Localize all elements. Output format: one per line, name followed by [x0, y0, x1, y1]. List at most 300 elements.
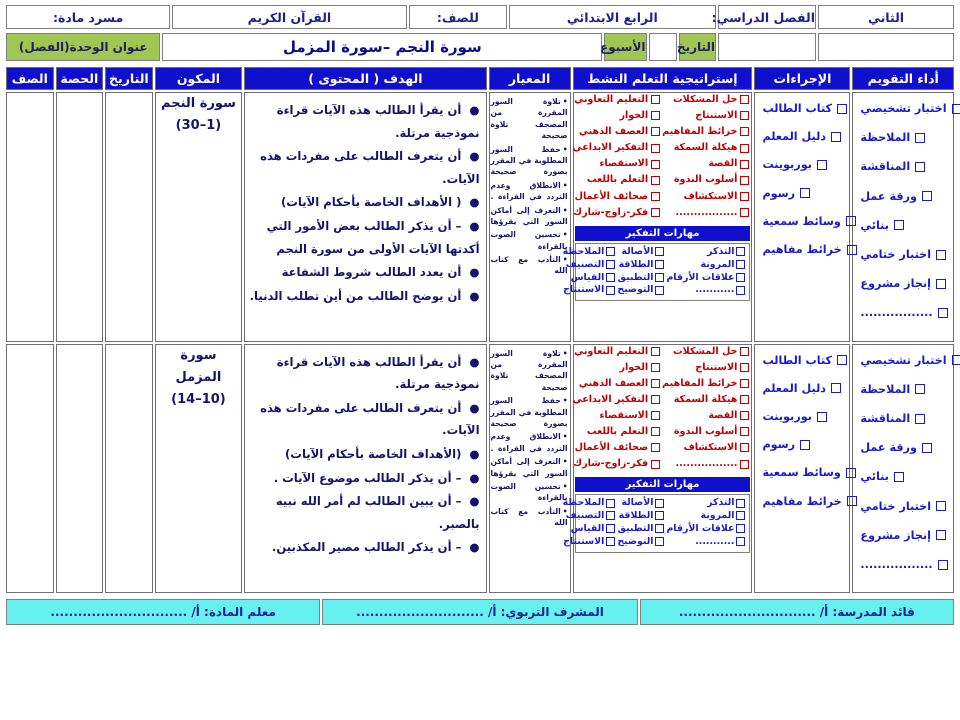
thinking-item-left-r0-2[interactable] — [666, 273, 745, 282]
strategy-item-left-r1-1[interactable] — [662, 363, 749, 373]
thinking-item-left-r1-0[interactable] — [666, 498, 745, 507]
criteria-cell — [489, 92, 571, 342]
checkbox-label: خرائط المفاهيم — [662, 126, 738, 138]
checkbox-label: الطلاقة — [618, 258, 654, 270]
strategy-item-left-r0-7[interactable] — [662, 208, 749, 218]
period-cell[interactable] — [56, 344, 104, 594]
thinking-item-left-r1-3[interactable] — [666, 537, 745, 546]
checkbox-label: رسوم — [762, 438, 796, 452]
checkbox-icon[interactable] — [736, 524, 745, 533]
checkbox-icon[interactable] — [736, 537, 745, 546]
checkbox-icon[interactable] — [740, 208, 749, 217]
strategy-item-right-r0-5[interactable] — [572, 175, 660, 185]
checkbox-icon[interactable] — [655, 511, 664, 520]
checkbox-label: التصنيف — [565, 258, 605, 270]
thinking-item-left-r0-3[interactable] — [666, 285, 745, 294]
checkbox-icon[interactable] — [736, 260, 745, 269]
bullet-icon: ● — [469, 265, 480, 280]
bullet-icon: ● — [469, 447, 480, 461]
table-header-row — [6, 67, 954, 90]
procedures-cell — [754, 344, 850, 594]
strategy-item-left-r0-3[interactable] — [662, 143, 749, 153]
procedure-item-r1-5[interactable] — [762, 496, 842, 507]
thinking-item-mid-r1-2[interactable] — [617, 524, 664, 533]
checkbox-label: ورقة عمل — [860, 189, 917, 203]
assessment-item-r0-3[interactable] — [860, 191, 946, 202]
criteria-item-0: • تلاوة السور المقررة من المصحف تلاوة صحيحة — [491, 348, 568, 394]
thinking-item-left-r1-1[interactable] — [666, 511, 745, 520]
class-cell[interactable] — [6, 92, 54, 342]
strategy-item-left-r0-2[interactable] — [662, 127, 749, 137]
procedure-item-r1-4[interactable] — [762, 467, 842, 478]
thinking-item-mid-r0-1[interactable] — [617, 260, 664, 269]
criteria-item-5: • التأدب مع كتاب الله — [491, 254, 568, 277]
objective-item-1: ● أن يتعرف الطالب على مفردات هذه الآيات. — [260, 149, 480, 186]
strategy-item-right-r0-7[interactable] — [572, 208, 660, 218]
assessment-item-r1-7[interactable] — [860, 559, 946, 570]
checkbox-icon[interactable] — [938, 560, 948, 570]
thinking-item-right-r1-0[interactable] — [563, 498, 616, 507]
teacher-field[interactable]: معلم المادة: أ/ .............................. — [6, 599, 320, 625]
checkbox-icon[interactable] — [651, 160, 660, 169]
checkbox-label: دليل المعلم — [762, 381, 827, 395]
thinking-skills-header: مهارات التفكير — [575, 477, 751, 492]
bullet-icon: ● — [469, 288, 480, 303]
checkbox-label: ................. — [860, 306, 933, 320]
thinking-column-left — [666, 247, 745, 299]
checkbox-icon[interactable] — [817, 412, 827, 422]
checkbox-icon[interactable] — [740, 144, 749, 153]
supervisor-field[interactable]: المشرف التربوي: أ/ ............................ — [322, 599, 637, 625]
checkbox-icon[interactable] — [651, 379, 660, 388]
strategy-item-right-r1-0[interactable] — [572, 347, 660, 357]
strategy-item-right-r1-4[interactable] — [572, 411, 660, 421]
checkbox-icon[interactable] — [915, 384, 925, 394]
checkbox-label: التذكر — [707, 245, 735, 257]
criteria-item-0: • تلاوة السور المقررة من المصحف تلاوة صحيحة — [491, 96, 568, 142]
lesson-table — [4, 65, 956, 595]
date-cell[interactable] — [105, 92, 153, 342]
objective-item-2: ● (الأهداف الخاصة بأحكام الآيات) — [285, 447, 480, 461]
checkbox-label: الطلاقة — [618, 510, 654, 522]
checkbox-icon[interactable] — [606, 524, 615, 533]
checkbox-icon[interactable] — [655, 286, 664, 295]
thinking-item-mid-r0-0[interactable] — [617, 247, 664, 256]
checkbox-icon[interactable] — [800, 188, 810, 198]
checkbox-label: خرائط المفاهيم — [662, 377, 738, 389]
checkbox-icon[interactable] — [847, 496, 857, 506]
table-row — [6, 344, 954, 594]
checkbox-icon[interactable] — [936, 501, 946, 511]
strategy-item-left-r1-2[interactable] — [662, 379, 749, 389]
checkbox-icon[interactable] — [651, 363, 660, 372]
strategy-item-right-r0-1[interactable] — [572, 111, 660, 121]
thinking-item-right-r1-3[interactable] — [563, 537, 616, 546]
assessment-item-r1-4[interactable] — [860, 471, 946, 482]
checkbox-icon[interactable] — [740, 176, 749, 185]
thinking-item-right-r1-1[interactable] — [563, 511, 616, 520]
checkbox-label: إنجاز مشروع — [860, 528, 931, 542]
objective-item-3: ● – أن يذكر الطالب موضوع الآيات . — [273, 470, 480, 485]
checkbox-label: ........... — [695, 536, 735, 548]
component-name: سورة المزمل — [175, 347, 222, 385]
signature-row — [6, 599, 954, 625]
checkbox-icon[interactable] — [915, 162, 925, 172]
checkbox-icon[interactable] — [651, 144, 660, 153]
checkbox-label: التوضيح — [617, 284, 654, 296]
col-header-component: المكون — [155, 67, 243, 90]
class-cell[interactable] — [6, 344, 54, 594]
objective-item-5: ● أن يوضح الطالب من أين تطلب الدنيا. — [249, 288, 480, 303]
unit-label: عنوان الوحدة(الفصل) — [6, 33, 160, 61]
procedure-item-r1-3[interactable] — [762, 439, 842, 450]
checkbox-label: خرائط مفاهيم — [762, 243, 842, 257]
strategy-cell — [562, 344, 753, 594]
thinking-item-mid-r0-2[interactable] — [617, 273, 664, 282]
checkbox-label: اختبار ختامي — [860, 499, 932, 513]
component-cell — [155, 344, 243, 594]
checkbox-label: الاستقصاء — [599, 410, 649, 421]
checkbox-label: التطبيق — [617, 271, 654, 283]
checkbox-icon[interactable] — [651, 95, 660, 104]
thinking-item-mid-r1-0[interactable] — [617, 498, 664, 507]
date-cell[interactable] — [105, 344, 153, 594]
thinking-item-mid-r0-3[interactable] — [617, 285, 664, 294]
checkbox-label: التعليم التعاوني — [574, 94, 649, 105]
meta-strip — [4, 3, 956, 31]
checkbox-label: العصف الذهني — [578, 377, 649, 389]
strategy-item-left-r1-0[interactable] — [662, 347, 749, 357]
assessment-item-r1-3[interactable] — [860, 442, 946, 453]
checkbox-icon[interactable] — [915, 414, 925, 424]
procedure-item-r1-0[interactable] — [762, 355, 842, 366]
checkbox-label: أسلوب الندوة — [673, 426, 738, 438]
checkbox-icon[interactable] — [740, 443, 749, 452]
criteria-cell — [489, 344, 571, 594]
checkbox-icon[interactable] — [831, 383, 841, 393]
checkbox-label: بوربوينت — [762, 158, 812, 172]
checkbox-icon[interactable] — [952, 355, 960, 365]
checkbox-label: التفكير الابداعي — [572, 142, 649, 154]
checkbox-icon[interactable] — [655, 273, 664, 282]
checkbox-icon[interactable] — [952, 104, 960, 114]
date-label: التاريخ — [679, 33, 716, 61]
strategy-item-right-r1-2[interactable] — [572, 379, 660, 389]
procedure-item-r0-4[interactable] — [762, 216, 842, 227]
checkbox-icon[interactable] — [651, 443, 660, 452]
assessment-item-r0-5[interactable] — [860, 249, 946, 260]
checkbox-icon[interactable] — [740, 192, 749, 201]
assessment-item-r1-6[interactable] — [860, 530, 946, 541]
grade-value: الرابع الابتدائي — [509, 5, 715, 29]
checkbox-icon[interactable] — [606, 260, 615, 269]
col-header-goal: الهدف ( المحتوى ) — [244, 67, 486, 90]
checkbox-label: صحائف الأعمال — [574, 442, 649, 454]
checkbox-icon[interactable] — [740, 427, 749, 436]
assessment-item-r0-6[interactable] — [860, 278, 946, 289]
bullet-icon: ● — [469, 218, 480, 233]
checkbox-icon[interactable] — [915, 133, 925, 143]
checkbox-label: الملاحظة — [860, 382, 911, 396]
term-label: الفصل الدراسي: — [718, 5, 816, 29]
checkbox-label: المناقشة — [860, 412, 911, 426]
unit-strip — [4, 31, 956, 63]
checkbox-icon[interactable] — [651, 427, 660, 436]
checkbox-label: التعلم باللعب — [586, 174, 649, 186]
checkbox-label: الملاحظة — [562, 245, 605, 257]
assessment-item-r1-5[interactable] — [860, 501, 946, 512]
checkbox-label: الاستكشاف — [683, 190, 738, 202]
checkbox-label: اختبار ختامي — [860, 248, 932, 262]
strategy-item-left-r1-3[interactable] — [662, 395, 749, 405]
strategy-item-right-r0-4[interactable] — [572, 159, 660, 169]
strategy-item-right-r1-1[interactable] — [572, 363, 660, 373]
criteria-item-4: • تحسين الصوت بالقراءة — [491, 229, 568, 252]
checkbox-icon[interactable] — [651, 208, 660, 217]
checkbox-label: خرائط مفاهيم — [762, 494, 842, 508]
checkbox-label: الاستقصاء — [599, 158, 649, 170]
strategy-item-left-r0-1[interactable] — [662, 111, 749, 121]
bullet-icon: ● — [469, 354, 480, 369]
checkbox-icon[interactable] — [651, 192, 660, 201]
checkbox-icon[interactable] — [740, 347, 749, 356]
checkbox-label: كتاب الطالب — [762, 353, 833, 367]
checkbox-icon[interactable] — [736, 273, 745, 282]
procedure-item-r0-3[interactable] — [762, 188, 842, 199]
col-header-strategy: إستراتيجية التعلم النشط — [573, 67, 753, 90]
subject-value: القرآن الكريم — [172, 5, 407, 29]
checkbox-icon[interactable] — [655, 247, 664, 256]
assessment-item-r0-4[interactable] — [860, 220, 946, 231]
checkbox-icon[interactable] — [847, 245, 857, 255]
strategy-item-right-r0-3[interactable] — [572, 143, 660, 153]
procedure-item-r1-2[interactable] — [762, 411, 842, 422]
thinking-item-right-r1-2[interactable] — [563, 524, 616, 533]
checkbox-icon[interactable] — [606, 537, 615, 546]
bullet-icon: ● — [469, 540, 480, 555]
assessment-item-r1-0[interactable] — [860, 355, 946, 366]
checkbox-icon[interactable] — [651, 176, 660, 185]
checkbox-icon[interactable] — [606, 273, 615, 282]
checkbox-icon[interactable] — [936, 250, 946, 260]
criteria-item-1: • حفظ السور المطلوبة في المقرر بصورة صحيحة — [491, 144, 568, 178]
checkbox-icon[interactable] — [740, 363, 749, 372]
strategy-item-left-r1-5[interactable] — [662, 427, 749, 437]
principal-field[interactable]: قائد المدرسة: أ/ .............................. — [640, 599, 954, 625]
checkbox-icon[interactable] — [655, 524, 664, 533]
strategy-item-left-r0-0[interactable] — [662, 95, 749, 105]
strategy-item-right-r0-0[interactable] — [572, 95, 660, 105]
checkbox-label: الأصالة — [621, 245, 654, 257]
meta-row — [6, 5, 954, 29]
checkbox-icon[interactable] — [894, 472, 904, 482]
thinking-item-left-r0-1[interactable] — [666, 260, 745, 269]
grade-label: للصف: — [409, 5, 507, 29]
checkbox-label: صحائف الأعمال — [574, 190, 649, 202]
checkbox-label: التفكير الابداعي — [572, 393, 649, 405]
thinking-item-right-r0-0[interactable] — [563, 247, 616, 256]
checkbox-label: ........... — [695, 284, 735, 296]
checkbox-label: العصف الذهني — [578, 126, 649, 138]
checkbox-icon[interactable] — [936, 279, 946, 289]
strategy-column-right — [572, 95, 660, 224]
thinking-item-mid-r1-3[interactable] — [617, 537, 664, 546]
criteria-item-4: • تحسين الصوت بالقراءة — [491, 481, 568, 504]
period-cell[interactable] — [56, 92, 104, 342]
checkbox-label: اختبار تشخيصي — [860, 102, 947, 115]
procedure-item-r0-2[interactable] — [762, 159, 842, 170]
objective-item-1: ● أن يتعرف الطالب على مفردات هذه الآيات. — [260, 400, 480, 438]
checkbox-icon[interactable] — [740, 411, 749, 420]
date-value[interactable] — [649, 33, 677, 61]
component-name: سورة النجم — [161, 96, 236, 111]
checkbox-icon[interactable] — [736, 499, 745, 508]
strategy-item-right-r1-6[interactable] — [572, 443, 660, 453]
strategy-item-right-r1-3[interactable] — [572, 395, 660, 405]
checkbox-icon[interactable] — [936, 530, 946, 540]
thinking-item-right-r0-2[interactable] — [563, 273, 616, 282]
thinking-item-right-r0-3[interactable] — [563, 285, 616, 294]
procedure-item-r0-0[interactable] — [762, 103, 842, 114]
checkbox-icon[interactable] — [740, 111, 749, 120]
checkbox-icon[interactable] — [740, 460, 749, 469]
checkbox-icon[interactable] — [606, 499, 615, 508]
thinking-column-left — [666, 498, 745, 550]
checkbox-icon[interactable] — [846, 216, 856, 226]
assessment-item-r0-0[interactable] — [860, 103, 946, 114]
checkbox-icon[interactable] — [831, 132, 841, 142]
objective-item-4: ● أن يعدد الطالب شروط الشفاعة — [281, 265, 480, 280]
checkbox-label: دليل المعلم — [762, 130, 827, 144]
procedure-item-r0-1[interactable] — [762, 131, 842, 142]
checkbox-icon[interactable] — [837, 355, 847, 365]
checkbox-icon[interactable] — [606, 286, 615, 295]
checkbox-label: ورقة عمل — [860, 441, 917, 455]
criteria-item-3: • التعرف إلى أماكن السور التي يقرؤها — [491, 205, 568, 228]
checkbox-label: الاستنتاج — [695, 110, 738, 122]
objectives-cell — [244, 344, 486, 594]
assessment-item-r0-1[interactable] — [860, 132, 946, 143]
strategy-item-left-r1-6[interactable] — [662, 443, 749, 453]
assessment-item-r1-1[interactable] — [860, 384, 946, 395]
checkbox-label: كتاب الطالب — [762, 102, 833, 115]
unit-row — [6, 33, 954, 61]
checkbox-icon[interactable] — [922, 443, 932, 453]
checkbox-icon[interactable] — [740, 95, 749, 104]
strategy-item-right-r0-2[interactable] — [572, 127, 660, 137]
strategy-item-left-r0-4[interactable] — [662, 159, 749, 169]
checkbox-icon[interactable] — [740, 160, 749, 169]
assessment-item-r1-2[interactable] — [860, 413, 946, 424]
checkbox-icon[interactable] — [651, 411, 660, 420]
objective-item-0: ● أن يقرأ الطالب هذه الآيات قراءة نموذجية مرتلة. — [276, 354, 480, 392]
checkbox-label: الحوار — [619, 110, 649, 122]
checkbox-icon[interactable] — [837, 104, 847, 114]
thinking-item-left-r1-2[interactable] — [666, 524, 745, 533]
procedure-item-r1-1[interactable] — [762, 383, 842, 394]
checkbox-label: القياس — [570, 271, 605, 283]
checkbox-label: بنائي — [860, 218, 889, 232]
strategy-item-left-r0-5[interactable] — [662, 175, 749, 185]
checkbox-icon[interactable] — [846, 468, 856, 478]
checkbox-icon[interactable] — [736, 511, 745, 520]
checkbox-icon[interactable] — [651, 127, 660, 136]
unit-title: سورة النجم –سورة المزمل — [162, 33, 602, 61]
checkbox-icon[interactable] — [606, 247, 615, 256]
strategy-item-left-r1-7[interactable] — [662, 459, 749, 469]
checkbox-label: القياس — [570, 523, 605, 535]
checkbox-icon[interactable] — [651, 395, 660, 404]
checkbox-icon[interactable] — [655, 260, 664, 269]
criteria-item-2: • الانطلاق وعدم التردد في القراءة . — [491, 431, 568, 454]
thinking-item-right-r0-1[interactable] — [563, 260, 616, 269]
checkbox-icon[interactable] — [651, 347, 660, 356]
checkbox-icon[interactable] — [922, 191, 932, 201]
checkbox-label: هيكلة السمكة — [673, 142, 738, 154]
strategy-item-right-r0-6[interactable] — [572, 192, 660, 202]
objectives-cell — [244, 92, 486, 342]
checkbox-icon[interactable] — [740, 379, 749, 388]
thinking-item-mid-r1-1[interactable] — [617, 511, 664, 520]
checkbox-icon[interactable] — [655, 537, 664, 546]
checkbox-icon[interactable] — [736, 247, 745, 256]
checkbox-label: وسائط سمعية — [762, 466, 841, 480]
checkbox-label: حل المشكلات — [673, 345, 738, 357]
assessment-cell — [852, 344, 954, 594]
checkbox-icon[interactable] — [938, 308, 948, 318]
strategy-item-left-r1-4[interactable] — [662, 411, 749, 421]
bullet-icon: ● — [469, 149, 480, 164]
strategy-item-left-r0-6[interactable] — [662, 192, 749, 202]
thinking-column-right — [563, 247, 616, 299]
procedure-item-r0-5[interactable] — [762, 244, 842, 255]
checkbox-label: التصنيف — [565, 510, 605, 522]
checkbox-label: رسوم — [762, 186, 796, 200]
strategy-item-right-r1-5[interactable] — [572, 427, 660, 437]
checkbox-label: التعليم التعاوني — [574, 345, 649, 357]
assessment-cell — [852, 92, 954, 342]
checkbox-label: علاقات الأرقام — [666, 523, 735, 535]
checkbox-label: المرونة — [700, 258, 735, 270]
checkbox-label: التوضيح — [617, 536, 654, 548]
bullet-icon: ● — [469, 195, 480, 210]
checkbox-icon[interactable] — [817, 160, 827, 170]
checkbox-icon[interactable] — [894, 220, 904, 230]
checkbox-icon[interactable] — [651, 460, 660, 469]
checkbox-label: علاقات الأرقام — [666, 271, 735, 283]
unit-blank-left — [818, 33, 954, 61]
checkbox-icon[interactable] — [606, 511, 615, 520]
checkbox-icon[interactable] — [736, 286, 745, 295]
assessment-item-r0-7[interactable] — [860, 307, 946, 318]
bullet-icon: ● — [469, 103, 480, 117]
assessment-item-r0-2[interactable] — [860, 161, 946, 172]
checkbox-label: الملاحظة — [860, 131, 911, 145]
checkbox-label: ................. — [675, 458, 738, 470]
checkbox-label: إنجاز مشروع — [860, 277, 931, 291]
checkbox-icon[interactable] — [800, 440, 810, 450]
checkbox-icon[interactable] — [651, 111, 660, 120]
checkbox-icon[interactable] — [740, 395, 749, 404]
checkbox-label: الاستنتاج — [563, 536, 605, 548]
checkbox-icon[interactable] — [655, 499, 664, 508]
checkbox-icon[interactable] — [740, 127, 749, 136]
thinking-item-left-r0-0[interactable] — [666, 247, 745, 256]
unit-blank-left2 — [718, 33, 816, 61]
checkbox-label: حل المشكلات — [673, 94, 738, 105]
strategy-item-right-r1-7[interactable] — [572, 459, 660, 469]
checkbox-label: أسلوب الندوة — [673, 174, 738, 186]
